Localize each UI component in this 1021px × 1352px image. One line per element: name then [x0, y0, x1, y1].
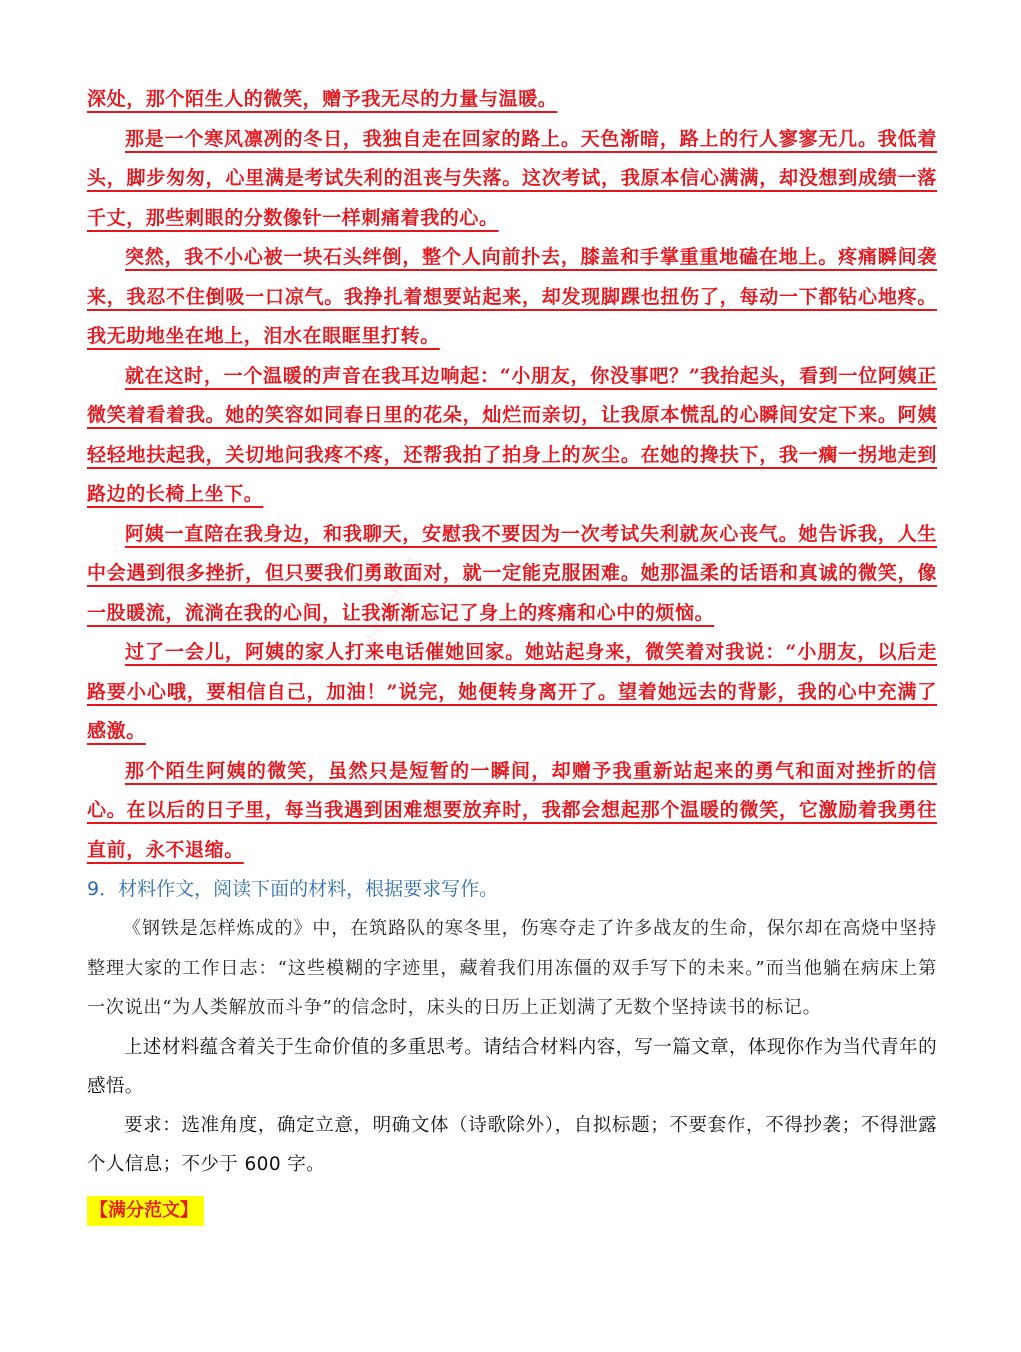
full-score-essay-badge: 【满分范文】 — [87, 1196, 204, 1226]
material-paragraph-1: 《钢铁是怎样炼成的》中，在筑路队的寒冬里，伤寒夺走了许多战友的生命，保尔却在高烧中坚持整理大家的工作日志：“这些模糊的字迹里，藏着我们用冻僵的双手写下的未来。”而当他躺在病床上第一次说出“为人类解放而斗争”的信念时，床头的日历上正划满了无数个坚持读书的标记。 — [87, 918, 937, 1018]
badge-wrap — [87, 1196, 937, 1226]
requirements-paragraph-2: 要求：选准角度，确定立意，明确文体（诗歌除外），自拟标题；不要套作，不得抄袭；不得泄露个人信息；不少于 600 字。 — [87, 1114, 937, 1175]
essay-paragraph-7: 那个陌生阿姨的微笑，虽然只是短暂的一瞬间，却赠予我重新站起来的勇气和面对挫折的信心。在以后的日子里，每当我遇到困难想要放弃时，我都会想起那个温暖的微笑，它激励着我勇往直前，永不退缩。 — [87, 759, 937, 861]
content-area — [87, 80, 937, 1226]
essay-paragraph-5: 阿姨一直陪在我身边，和我聊天，安慰我不要因为一次考试失利就灰心丧气。她告诉我，人生中会遇到很多挫折，但只要我们勇敢面对，就一定能克服困难。她那温柔的话语和真诚的微笑，像一股暖流，流淌在我的心间，让我渐渐忘记了身上的疼痛和心中的烦恼。 — [87, 522, 937, 624]
essay-paragraph-2: 那是一个寒风凛冽的冬日，我独自走在回家的路上。天色渐暗，路上的行人寥寥无几。我低着头，脚步匆匆，心里满是考试失利的沮丧与失落。这次考试，我原本信心满满，却没想到成绩一落千丈，那些刺眼的分数像针一样刺痛着我的心。 — [87, 127, 937, 229]
material-text — [87, 909, 937, 1028]
sample-essay — [87, 80, 937, 870]
essay-paragraph-3: 突然，我不小心被一块石头绊倒，整个人向前扑去，膝盖和手掌重重地磕在地上。疼痛瞬间袭来，我忍不住倒吸一口凉气。我挣扎着想要站起来，却发现脚踝也扭伤了，每动一下都钻心地疼。我无助地坐在地上，泪水在眼眶里打转。 — [87, 246, 937, 347]
watermark: 小初高全科资料 — [362, 554, 423, 649]
essay-paragraph-4: 就在这时，一个温暖的声音在我耳边响起：“小朋友，你没事吧？”我抬起头，看到一位阿姨正微笑着看着我。她的笑容如同春日里的花朵，灿烂而亲切，让我原本慌乱的心瞬间安定下来。阿姨轻轻地扶起我，关切地问我疼不疼，还帮我拍了拍身上的灰尘。在她的搀扶下，我一瘸一拐地走到路边的长椅上坐下。 — [87, 364, 937, 505]
requirements-paragraph-1: 上述材料蕴含着关于生命价值的多重思考。请结合材料内容，写一篇文章，体现你作为当代青年的感悟。 — [87, 1036, 937, 1097]
question-title: 9．材料作文，阅读下面的材料，根据要求写作。 — [87, 878, 499, 900]
essay-paragraph-6: 过了一会儿，阿姨的家人打来电话催她回家。她站起身来，微笑着对我说：“小朋友，以后走路要小心哦，要相信自己，加油！”说完，她便转身离开了。望着她远去的背影，我的心中充满了感激。 — [87, 641, 937, 742]
requirements — [87, 1028, 937, 1184]
essay-paragraph-1: 深处，那个陌生人的微笑，赠予我无尽的力量与温暖。 — [87, 88, 558, 110]
